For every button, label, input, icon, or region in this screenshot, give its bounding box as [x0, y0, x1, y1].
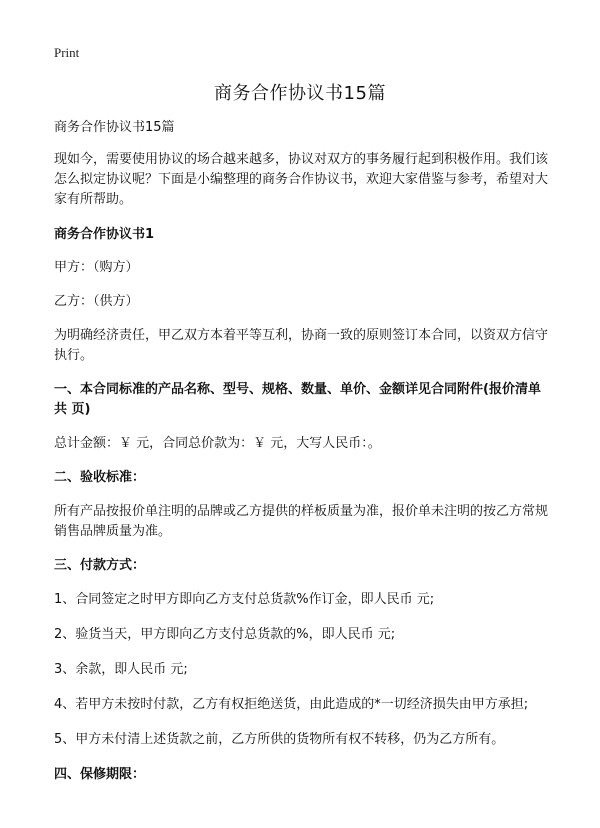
- payment-item: 3、余款，即人民币 元;: [54, 662, 188, 677]
- section1-heading: 一、本合同标准的产品名称、型号、规格、数量、单价、金额详见合同附件(报价清单共 页): [54, 382, 541, 417]
- payment-item: 5、甲方未付清上述货款之前，乙方所供的货物所有权不转移，仍为乙方所有。: [54, 732, 505, 747]
- document-title: 商务合作协议书15篇: [214, 83, 386, 104]
- purpose-paragraph: 为明确经济责任，甲乙双方本着平等互利，协商一致的原则签订本合同，以资双方信守执行。: [54, 328, 549, 363]
- intro-paragraph: 现如今，需要使用协议的场合越来越多，协议对双方的事务履行起到积极作用。我们该怎么拟定协议呢？下面是小编整理的商务合作协议书，欢迎大家借鉴与参考，希望对大家有所帮助。: [54, 152, 549, 207]
- print-link[interactable]: Print: [54, 45, 80, 60]
- document-subtitle: 商务合作协议书15篇: [54, 120, 175, 135]
- payment-item: 2、验货当天，甲方即向乙方支付总货款的%，即人民币 元;: [54, 627, 396, 642]
- payment-item: 4、若甲方未按时付款，乙方有权拒绝送货，由此造成的*一切经济损失由甲方承担;: [54, 697, 529, 712]
- section2-heading: 二、验收标准：: [54, 470, 146, 485]
- section2-text: 所有产品按报价单注明的品牌或乙方提供的样板质量为准，报价单未注明的按乙方常规销售品牌质量为准。: [54, 504, 549, 539]
- agreement-heading: 商务合作协议书1: [54, 227, 155, 242]
- party-b-line: 乙方：（供方）: [54, 294, 139, 309]
- document-body: [54, 118, 548, 799]
- party-a-line: 甲方：（购方）: [54, 260, 139, 275]
- section1-text: 总计金额：￥ 元，合同总价款为：￥ 元，大写人民币：。: [54, 436, 381, 451]
- section3-heading: 三、付款方式：: [54, 558, 146, 573]
- payment-item: 1、合同签定之时甲方即向乙方支付总货款%作订金，即人民币 元;: [54, 592, 435, 607]
- section4-heading: 四、保修期限：: [54, 767, 146, 782]
